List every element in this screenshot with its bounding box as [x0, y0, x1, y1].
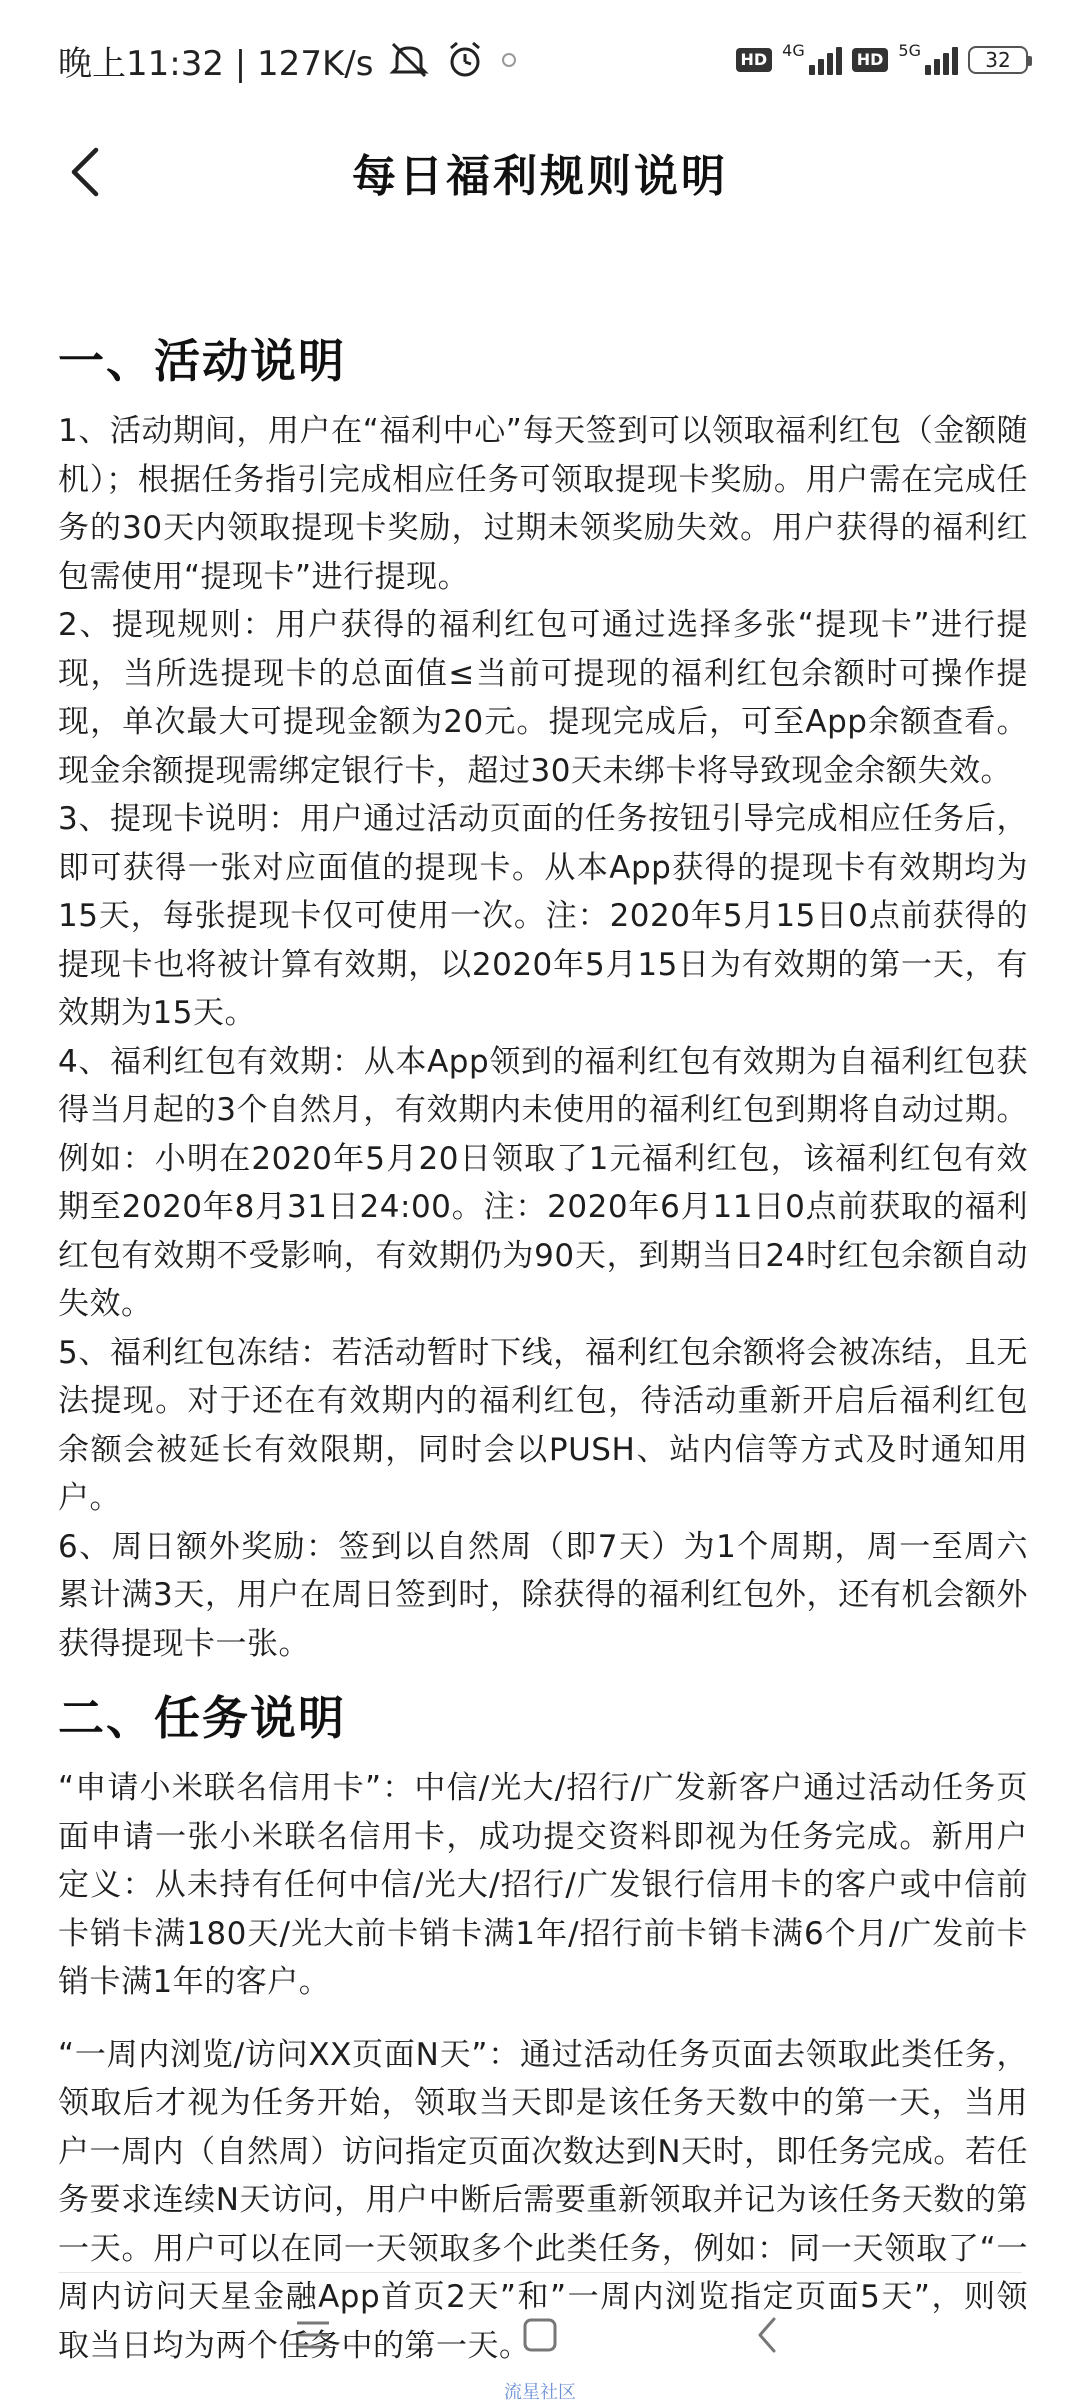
- status-bar: [0, 0, 1080, 120]
- menu-icon: [293, 2318, 333, 2352]
- status-left: [58, 36, 519, 85]
- nav-bar: [0, 120, 1080, 220]
- status-time: 晚上11:32 | 127K/s: [58, 43, 374, 84]
- rule-item-4: 4、福利红包有效期：从本App领到的福利红包有效期为自福利红包获得当月起的3个自然月，有效期内未使用的福利红包到期将自动过期。例如：小明在2020年5月20日领取了1元福利红包，该福利红包有效期至2020年8月31日24:00。注：2020年6月11日0点前获取的福利红包有效期不受影响，有效期仍为90天，到期当日24时红包余额自动失效。: [58, 1043, 1028, 1322]
- section-heading-activity: 一、活动说明: [58, 334, 346, 388]
- menu-button[interactable]: [278, 2300, 348, 2370]
- page-title: 每日福利规则说明: [352, 151, 728, 202]
- back-chevron-icon: [754, 2315, 780, 2355]
- task-item-credit-card: “申请小米联名信用卡”：中信/光大/招行/广发新客户通过活动任务页面申请一张小米联名信用卡，成功提交资料即视为任务完成。新用户定义：从未持有任何中信/光大/招行/广发银行信用卡的客户或中信前卡销卡满180天/光大前卡销卡满1年/招行前卡销卡满6个月/广发前卡销卡满1年的客户。: [58, 1770, 1028, 2000]
- system-back-button[interactable]: [732, 2300, 802, 2370]
- section-heading-tasks: 二、任务说明: [58, 1691, 346, 1745]
- rule-item-5: 5、福利红包冻结：若活动暂时下线，福利红包余额将会被冻结，且无法提现。对于还在有效期内的福利红包，待活动重新开启后福利红包余额会被延长有效限期，同时会以PUSH、站内信等方式及时通知用户。: [58, 1334, 1028, 1516]
- alarm-icon: [445, 40, 485, 80]
- rule-item-3: 3、提现卡说明：用户通过活动页面的任务按钮引导完成相应任务后，即可获得一张对应面值的提现卡。从本App获得的提现卡有效期均为15天，每张提现卡仅可使用一次。注：2020年5月15日0点前获得的提现卡也将被计算有效期，以2020年5月15日为有效期的第一天，有效期为15天。: [58, 801, 1028, 1031]
- hd-badge-2: HD: [852, 48, 889, 72]
- network-5g-label: 5G: [898, 40, 921, 60]
- rule-item-6: 6、周日额外奖励：签到以自然周（即7天）为1个周期，周一至周六累计满3天，用户在周日签到时，除获得的福利红包外，还有机会额外获得提现卡一张。: [58, 1528, 1028, 1662]
- signal-icon-1: [809, 45, 842, 75]
- task-item-browse-pages: “一周内浏览/访问XX页面N天”：通过活动任务页面去领取此类任务，领取后才视为任务开始，领取当天即是该任务天数中的第一天，当用户一周内（自然周）访问指定页面次数达到N天时，即任务完成。若任务要求连续N天访问，用户中断后需要重新领取并记为该任务天数的第一天。用户可以在同一天领取多个此类任务，例如：同一天领取了“一周内访问天星金融App首页2天”和”一周内浏览指定页面5天”，则领取当日均为两个任务中的第一天。: [58, 2036, 1028, 2364]
- home-button[interactable]: [505, 2300, 575, 2370]
- status-right: [736, 41, 1029, 80]
- bottom-divider: [58, 2272, 1022, 2273]
- rule-item-2: 2、提现规则：用户获得的福利红包可通过选择多张“提现卡”进行提现，当所选提现卡的总面值≤当前可提现的福利红包余额时可操作提现，单次最大可提现金额为20元。提现完成后，可至App余额查看。现金余额提现需绑定银行卡，超过30天未绑卡将导致现金余额失效。: [58, 607, 1028, 789]
- mute-icon: [387, 40, 431, 80]
- system-nav-bar: [0, 2290, 1080, 2380]
- hd-badge-1: HD: [736, 48, 773, 72]
- signal-icon-2: [925, 45, 958, 75]
- battery-icon: [968, 46, 1028, 74]
- rule-item-1: 1、活动期间，用户在“福利中心”每天签到可以领取福利红包（金额随机）；根据任务指引完成相应任务可领取提现卡奖励。用户需在完成任务的30天内领取提现卡奖励，过期未领奖励失效。用户获得的福利红包需使用“提现卡”进行提现。: [58, 413, 1028, 595]
- network-4g-label: 4G: [782, 40, 805, 60]
- notification-dot-icon: [499, 50, 519, 70]
- battery-level: 32: [985, 48, 1011, 72]
- rules-content: [58, 325, 1028, 2370]
- home-square-icon: [521, 2316, 559, 2354]
- watermark: 流星社区: [504, 2382, 576, 2403]
